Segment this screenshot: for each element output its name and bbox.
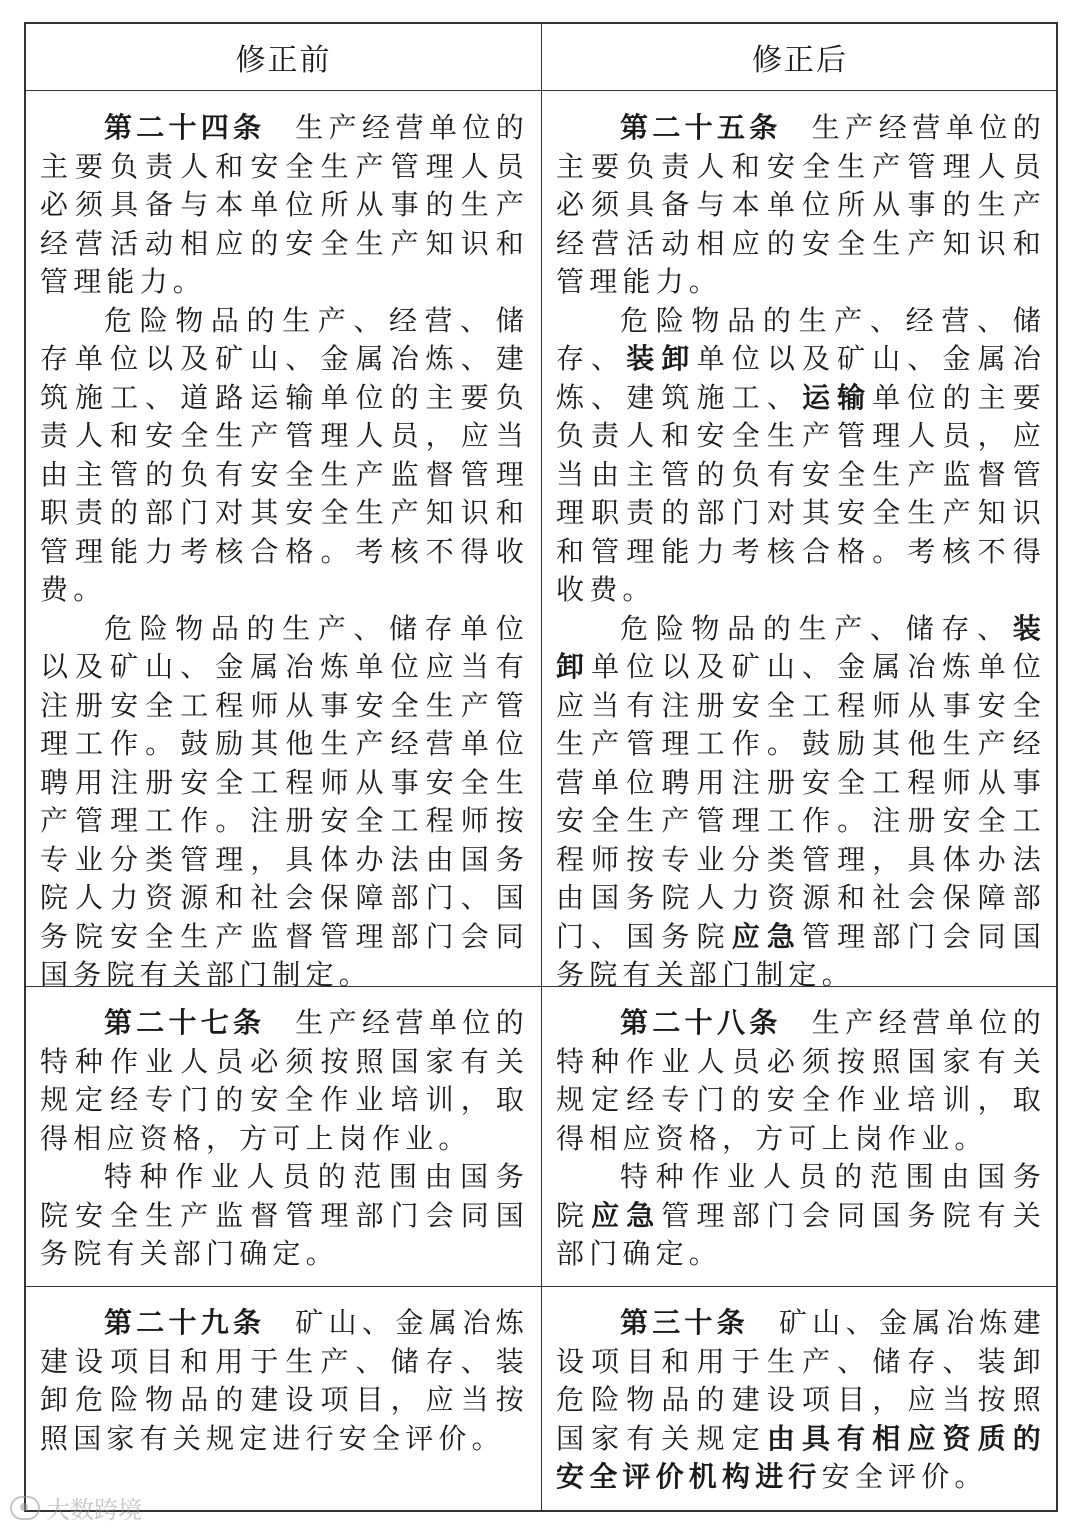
row1-after-para2: 危险物品的生产、经营、储存、装卸单位以及矿山、金属冶炼、建筑施工、运输单位的主要负责人和安全生产管理人员，应当由主管的负有安全生产监督管理职责的部门对其安全生产知识和管理能力考核合格。考核不得收费。: [556, 303, 1046, 606]
row3-before-para1: 第二十九条 矿山、金属冶炼建设项目和用于生产、储存、装卸危险物品的建设项目，应当按照国家有关规定进行安全评价。: [40, 1306, 529, 1455]
article-number: 第二十五条: [620, 111, 782, 144]
amended-text: 装卸: [626, 342, 697, 375]
row1-after-cell: [542, 109, 1058, 995]
row2-before-para1: 第二十七条 生产经营单位的特种作业人员必须按照国家有关规定经专门的安全作业培训，取得相应资格，方可上岗作业。: [40, 1006, 529, 1155]
amended-text: 运输: [801, 380, 873, 414]
watermark: [10, 1490, 142, 1525]
row1-after-para3: 危险物品的生产、储存、装卸单位以及矿山、金属冶炼单位应当有注册安全工程师从事安全生产管理工作。鼓励其他生产经营单位聘用注册安全工程师从事安全生产管理工作。注册安全工程师按专业分类管理，具体办法由国务院人力资源和社会保障部门、国务院应急管理部门会同国务院有关部门制定。: [556, 611, 1046, 991]
amended-text: 应急: [591, 1198, 662, 1232]
amended-text: 装卸: [556, 611, 1046, 683]
article-number: 第二十四条: [104, 111, 266, 144]
amended-text: 由具有相应资质的安全评价机构进行: [556, 1421, 1046, 1493]
article-number: 第二十八条: [620, 1006, 782, 1039]
row1-before-cell: [26, 109, 541, 995]
row3-after-cell: [542, 1304, 1058, 1497]
row1-before-para3: 危险物品的生产、储存单位以及矿山、金属冶炼单位应当有注册安全工程师从事安全生产管理工作。鼓励其他生产经营单位聘用注册安全工程师从事安全生产管理工作。注册安全工程师按专业分类管理，具体办法由国务院人力资源和社会保障部门、国务院安全生产监督管理部门会同国务院有关部门制定。: [40, 611, 529, 991]
amended-text: 应急: [731, 919, 802, 953]
watermark-text: 大数跨境: [46, 1496, 142, 1524]
article-number: 第二十七条: [104, 1006, 266, 1039]
row2-before-cell: [26, 1004, 541, 1274]
row2-after-para1: 第二十八条 生产经营单位的特种作业人员必须按照国家有关规定经专门的安全作业培训，取得相应资格，方可上岗作业。: [556, 1006, 1046, 1155]
header-divider: [26, 90, 1056, 91]
row2-after-cell: [542, 1004, 1058, 1274]
watermark-logo-icon: [10, 1496, 40, 1520]
row3-after-para1: 第三十条 矿山、金属冶炼建设项目和用于生产、储存、装卸危险物品的建设项目，应当按照国家有关规定由具有相应资质的安全评价机构进行安全评价。: [556, 1306, 1046, 1493]
article-number: 第三十条: [620, 1306, 749, 1339]
comparison-table: [24, 22, 1058, 1512]
row-divider-2: [26, 1286, 1056, 1287]
row1-after-para1: 第二十五条 生产经营单位的主要负责人和安全生产管理人员必须具备与本单位所从事的生产经营活动相应的安全生产知识和管理能力。: [556, 111, 1046, 298]
header-before: 修正前: [235, 43, 332, 78]
header-after: 修正后: [752, 43, 848, 78]
row1-before-para1: 第二十四条 生产经营单位的主要负责人和安全生产管理人员必须具备与本单位所从事的生产经营活动相应的安全生产知识和管理能力。: [40, 111, 529, 298]
row3-before-cell: [26, 1304, 541, 1458]
row2-before-para2: 特种作业人员的范围由国务院安全生产监督管理部门会同国务院有关部门确定。: [40, 1160, 529, 1270]
row1-before-para2: 危险物品的生产、经营、储存单位以及矿山、金属冶炼、建筑施工、道路运输单位的主要负责人和安全生产管理人员，应当由主管的负有安全生产监督管理职责的部门对其安全生产知识和管理能力考核合格。考核不得收费。: [40, 303, 529, 606]
row2-after-para2: 特种作业人员的范围由国务院应急管理部门会同国务院有关部门确定。: [556, 1160, 1046, 1270]
article-number: 第二十九条: [104, 1306, 266, 1339]
